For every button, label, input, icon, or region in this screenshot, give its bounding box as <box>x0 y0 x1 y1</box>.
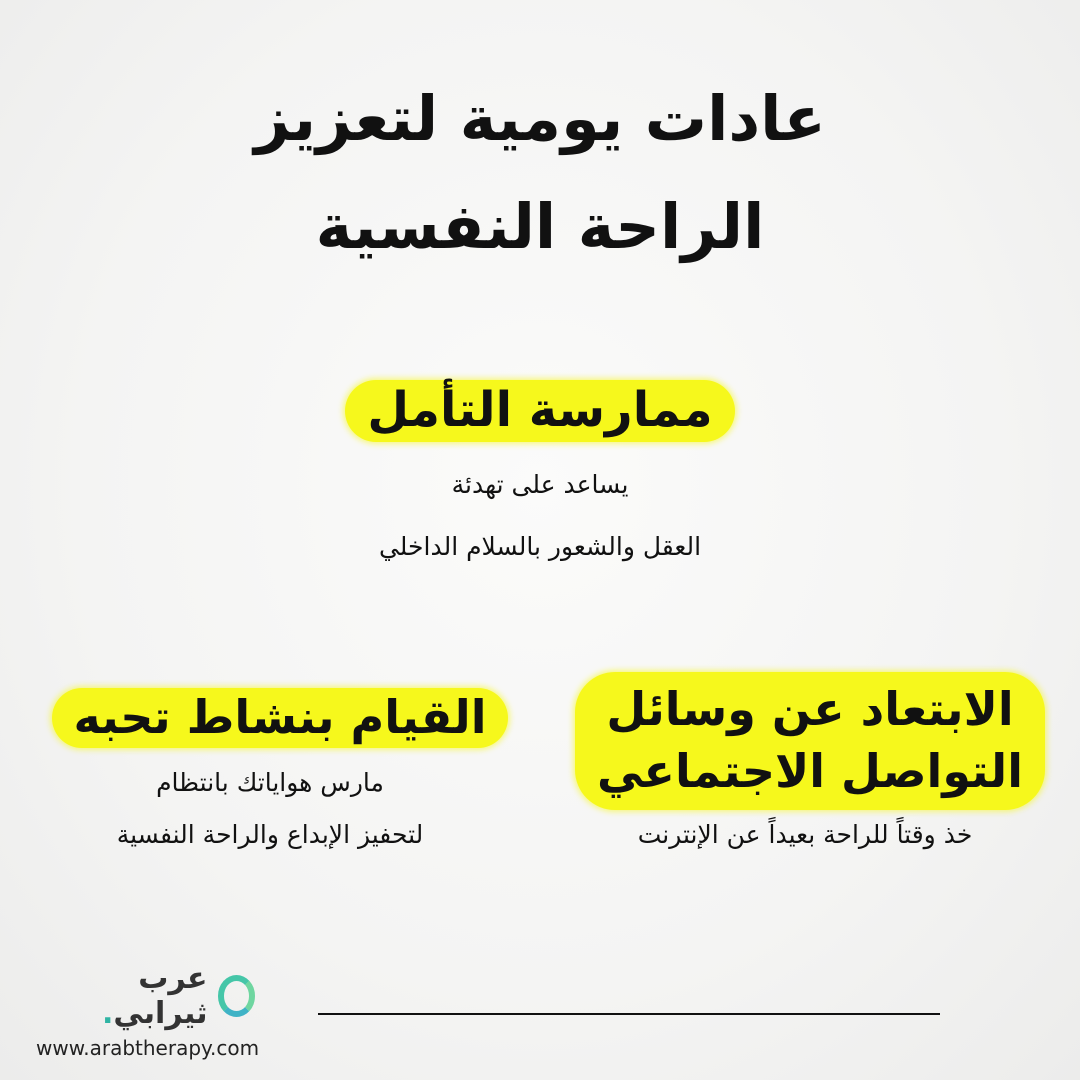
brand-name: عرب ثيرابي <box>113 961 208 1031</box>
social-heading <box>575 672 1045 810</box>
social-heading-line2: التواصل الاجتماعي <box>597 744 1023 799</box>
social-heading-highlight <box>575 672 1045 810</box>
meditation-desc-line1: يساعد على تهدئة <box>451 470 629 499</box>
brand-ring-icon <box>218 975 256 1017</box>
meditation-heading <box>0 380 1080 442</box>
meditation-desc-line2: العقل والشعور بالسلام الداخلي <box>378 532 702 561</box>
brand-logo-text <box>50 961 208 1031</box>
page-title-line1: عادات يومية لتعزيز <box>254 82 826 155</box>
footer-divider <box>318 1013 940 1015</box>
hobby-heading <box>50 688 510 748</box>
brand-logo <box>50 961 255 1031</box>
page-title-line2: الراحة النفسية <box>315 190 765 263</box>
meditation-heading-text: ممارسة التأمل <box>345 380 734 442</box>
hobby-desc-line2: لتحفيز الإبداع والراحة النفسية <box>116 820 424 849</box>
website-url: www.arabtherapy.com <box>36 1036 260 1060</box>
hobby-desc-line1: مارس هواياتك بانتظام <box>156 768 384 797</box>
social-desc: خذ وقتاً للراحة بعيداً عن الإنترنت <box>637 820 973 849</box>
hobby-heading-text: القيام بنشاط تحبه <box>52 688 509 748</box>
brand-dot: . <box>102 996 114 1031</box>
social-heading-line1: الابتعاد عن وسائل <box>606 682 1014 736</box>
